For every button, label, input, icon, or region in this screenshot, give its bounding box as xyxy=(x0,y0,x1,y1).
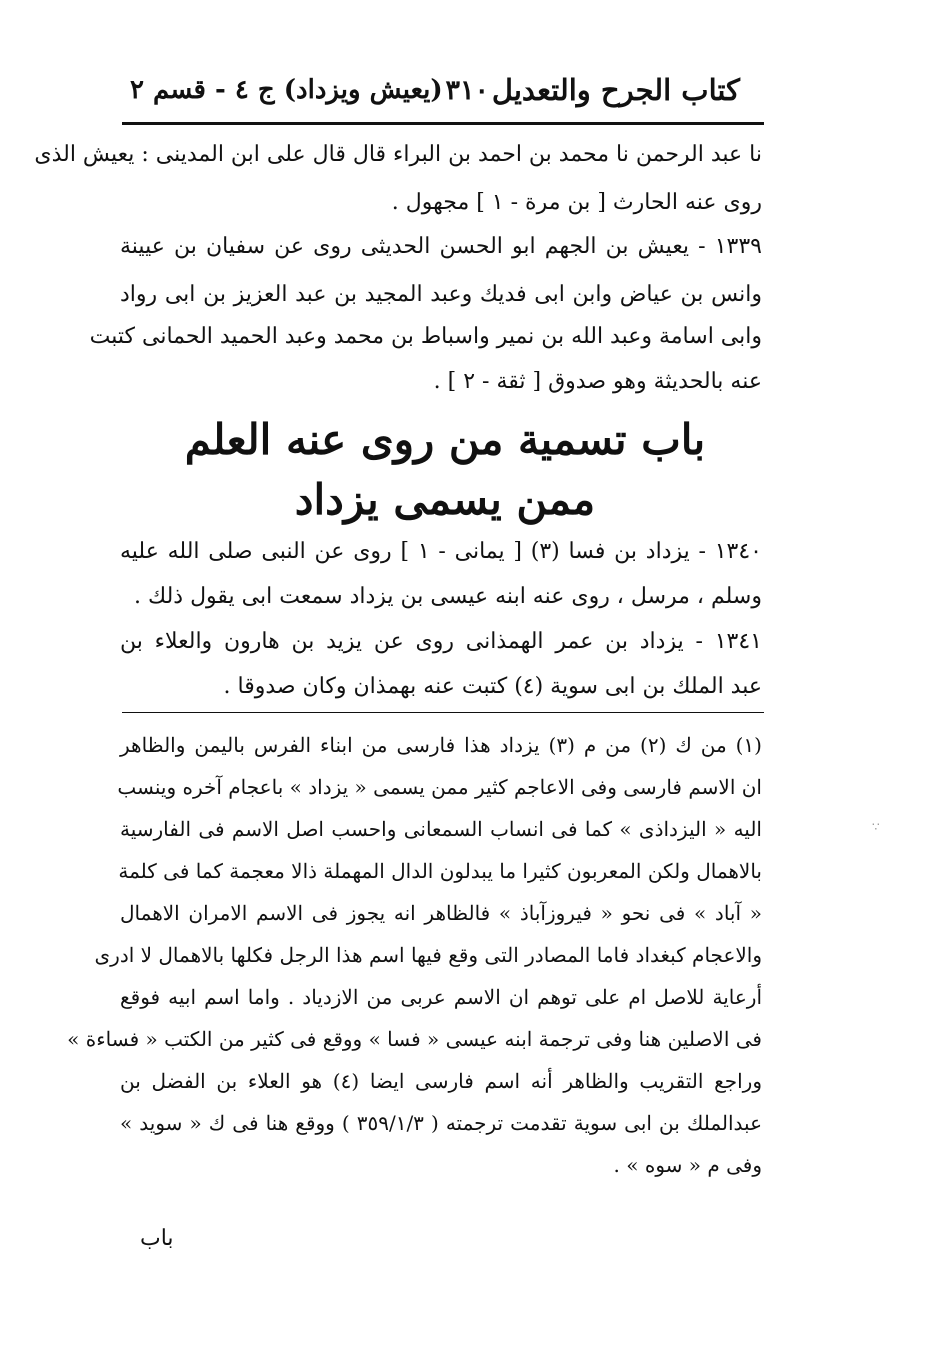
entry-line: عبد الملك بن ابى سوية (٤) كتبت عنه بهمذان وكان صدوقا . xyxy=(223,674,762,699)
footnote-line: عبدالملك بن ابى سوية تقدمت ترجمته ( ٣٥٩/١/٣ ) ووقع هنا فى ك « سويد » xyxy=(120,1111,762,1135)
entry-line: وابى اسامة وعبد الله بن نمير واسباط بن محمد وعبد الحميد الحمانى كتبت xyxy=(89,324,762,349)
footnote-line: اليه « اليزداذى » كما فى انساب السمعانى واحسب اصل الاسم فى الفارسية xyxy=(120,817,762,841)
scan-speck: ∵ xyxy=(872,820,880,834)
entry-line: وانس بن عياض وابن ابى فديك وعبد المجيد بن عبد العزيز بن ابى رواد xyxy=(120,282,762,307)
footnote-line: والاعجام كبغداد فاما المصادر التى وقع فيها اسم هذا الرجل فكلها بالاهمال لا ادرى xyxy=(94,943,762,967)
entry-line: ١٣٣٩ - يعيش بن الجهم ابو الحسن الحديثى روى عن سفيان بن عيينة xyxy=(120,234,762,259)
footnote-line: ان الاسم فارسى وفى الاعاجم كثير ممن يسمى « يزداد » باعجام آخره وينسب xyxy=(117,775,762,799)
footnote-line: وراجع التقريب والظاهر أنه اسم فارسى ايضا (٤) هو العلاء بن الفضل بن xyxy=(120,1069,762,1093)
footnote-line: فى الاصلين هنا وفى ترجمة ابنه عيسى « فسا » ووقع فى كثير من الكتب « فساءة » xyxy=(67,1027,762,1051)
entry-line: ١٣٤٠ - يزداد بن فسا (٣) [ يمانى - ١ ] روى عن النبى صلى الله عليه xyxy=(120,539,762,564)
footnote-line: بالاهمال ولكن المعربون كثيرا ما يبدلون الدال المهملة ذالا معجمة كما فى كلمة xyxy=(118,859,762,883)
entry-line: نا عبد الرحمن نا محمد بن احمد بن البراء قال قال على ابن المدينى : يعيش الذى xyxy=(34,142,762,167)
footnote-rule xyxy=(122,712,764,713)
entry-line: ١٣٤١ - يزداد بن عمر الهمذانى روى عن يزيد بن هارون والعلاء بن xyxy=(120,629,762,654)
footnote-line: « آباد » فى نحو « فيروزآباذ » فالظاهر انه يجوز فى الاسم الامران الاهمال xyxy=(120,901,762,925)
book-title: كتاب الجرح والتعديل xyxy=(491,73,740,107)
header-rule xyxy=(122,122,764,125)
entry-line: عنه بالحديثة وهو صدوق [ ثقة - ٢ ] . xyxy=(433,369,762,394)
chapter-heading-line-1: باب تسمية من روى عنه العلم xyxy=(184,415,706,464)
section-reference: (يعيش ويزداد) ج ٤ - قسم ٢ xyxy=(130,75,443,105)
page-number: ٣١٠ xyxy=(445,74,490,106)
footnote-line: وفى م « سوه » . xyxy=(613,1153,762,1177)
entry-line: وسلم ، مرسل ، روى عنه ابنه عيسى بن يزداد سمعت ابى يقول ذلك . xyxy=(134,584,762,609)
footnote-line: أرعاية للاصل ام على توهم ان الاسم عربى من الازدياد . واما اسم ابيه فوقع xyxy=(120,985,762,1009)
entry-line: روى عنه الحارث [ بن مرة - ١ ] مجهول . xyxy=(391,190,762,215)
footnote-line: (١) من ك (٢) من م (٣) يزداد هذا فارسى من ابناء الفرس باليمن والظاهر xyxy=(120,733,762,757)
running-header xyxy=(130,66,740,114)
catchword: باب xyxy=(140,1226,174,1251)
chapter-heading-line-2: ممن يسمى يزداد xyxy=(294,475,596,524)
